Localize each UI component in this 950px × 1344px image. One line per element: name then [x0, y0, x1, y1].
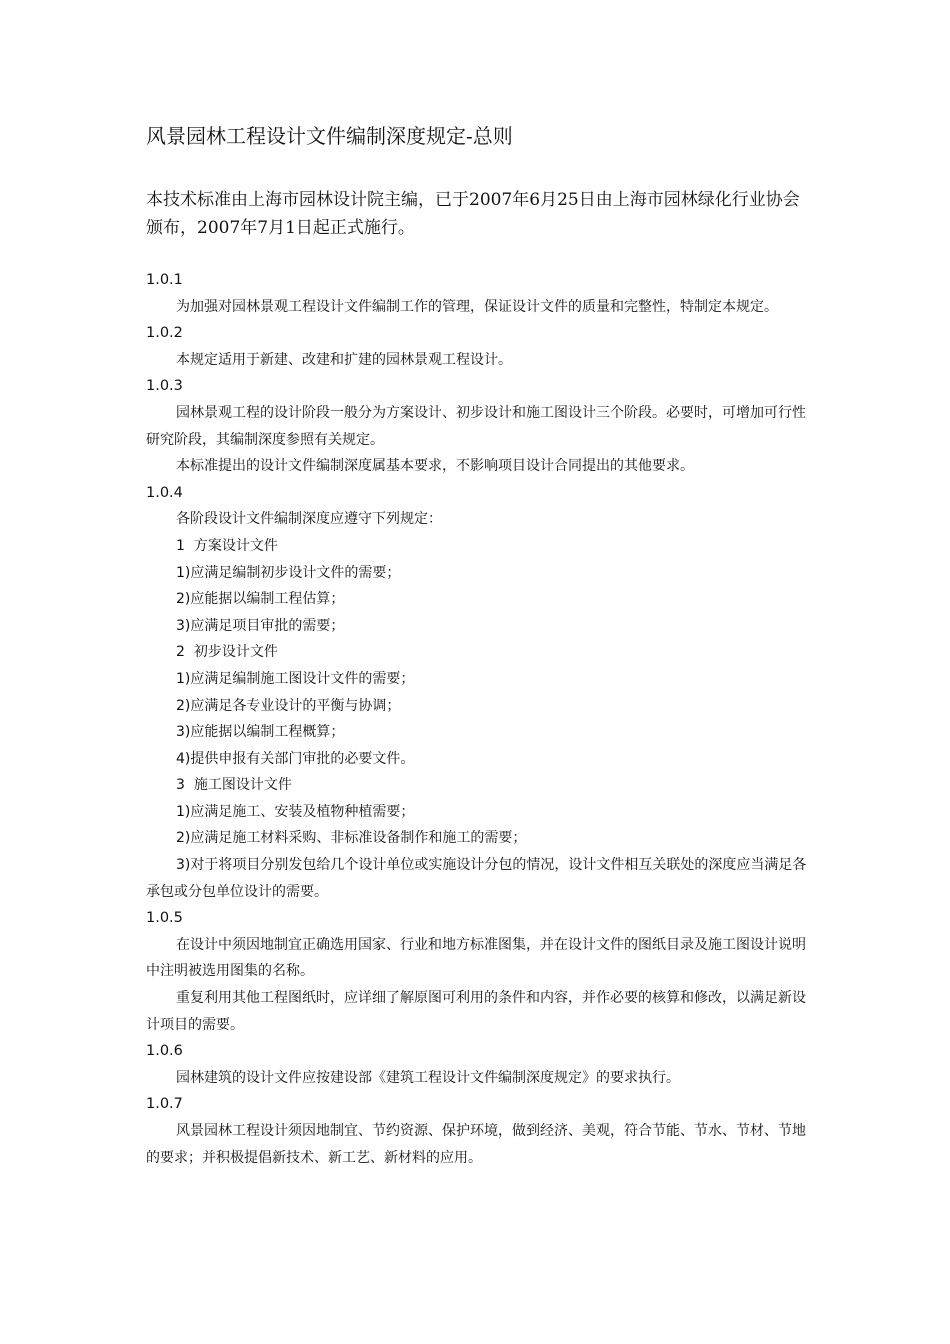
item-text: 应满足编制施工图设计文件的需要； — [190, 670, 415, 687]
section-number-1-0-5: 1.0.5 — [146, 910, 183, 927]
item-number: 2) — [176, 591, 191, 608]
section-number-1-0-7: 1.0.7 — [146, 1096, 183, 1113]
group-number: 1 — [176, 537, 185, 554]
section-number-1-0-4: 1.0.4 — [146, 484, 183, 501]
list-item — [176, 746, 816, 773]
item-text: 应满足编制初步设计文件的需要； — [190, 564, 401, 581]
section-1-0-4-intro: 各阶段设计文件编制深度应遵守下列规定： — [176, 511, 442, 528]
section-1-0-5-paragraph-1: 在设计中须因地制宜正确选用国家、行业和地方标准图集，并在设计文件的图纸目录及施工图设计说明中注明被选用图集的名称。 — [146, 936, 806, 980]
list-item — [176, 613, 816, 640]
list-item — [176, 719, 816, 746]
item-text: 应满足施工、安装及植物种植需要； — [190, 803, 415, 820]
section-1-0-2-paragraph: 本规定适用于新建、改建和扩建的园林景观工程设计。 — [176, 351, 512, 368]
item-text: 应能据以编制工程估算； — [190, 591, 345, 608]
item-text: 应满足施工材料采购、非标准设备制作和施工的需要； — [190, 830, 527, 847]
item-text: 应能据以编制工程概算； — [190, 724, 345, 741]
list-item — [176, 693, 816, 720]
document-title: 风景园林工程设计文件编制深度规定-总则 — [146, 124, 513, 148]
group-heading-3 — [176, 772, 816, 799]
group-heading-2 — [176, 639, 816, 666]
group-title: 初步设计文件 — [193, 644, 278, 661]
list-item — [176, 666, 816, 693]
section-1-0-6-paragraph: 园林建筑的设计文件应按建设部《建筑工程设计文件编制深度规定》的要求执行。 — [176, 1069, 680, 1086]
item-number: 2) — [176, 697, 191, 714]
list-item — [176, 799, 816, 826]
group-number: 2 — [176, 644, 185, 661]
list-item-wrapped — [146, 852, 816, 905]
item-text: 应满足各专业设计的平衡与协调； — [190, 697, 401, 714]
section-number-1-0-2: 1.0.2 — [146, 325, 183, 342]
item-number: 4) — [176, 750, 191, 767]
document-body — [146, 267, 816, 1171]
section-1-0-1-paragraph: 为加强对园林景观工程设计文件编制工作的管理，保证设计文件的质量和完整性，特制定本规定。 — [176, 298, 778, 315]
section-number-1-0-6: 1.0.6 — [146, 1043, 183, 1060]
section-1-0-7-paragraph: 风景园林工程设计须因地制宜、节约资源、保护环境，做到经济、美观，符合节能、节水、节材、节地的要求；并积极提倡新技术、新工艺、新材料的应用。 — [146, 1123, 806, 1166]
item-text: 应满足项目审批的需要； — [190, 617, 345, 634]
section-1-0-3-paragraph-2: 本标准提出的设计文件编制深度属基本要求，不影响项目设计合同提出的其他要求。 — [176, 458, 694, 475]
section-1-0-5-paragraph-2: 重复利用其他工程图纸时，应详细了解原图可利用的条件和内容，并作必要的核算和修改，以满足新设计项目的需要。 — [146, 990, 806, 1033]
item-number: 1) — [176, 670, 191, 687]
item-number: 3) — [176, 857, 191, 874]
group-title: 施工图设计文件 — [193, 777, 292, 794]
group-title: 方案设计文件 — [193, 537, 278, 554]
section-1-0-3-paragraph-1: 园林景观工程的设计阶段一般分为方案设计、初步设计和施工图设计三个阶段。必要时，可增加可行性研究阶段，其编制深度参照有关规定。 — [146, 404, 806, 448]
list-item — [176, 586, 816, 613]
item-text: 提供申报有关部门审批的必要文件。 — [190, 750, 415, 767]
item-text: 对于将项目分别发包给几个设计单位或实施设计分包的情况，设计文件相互关联处的深度应当满足各承包或分包单位设计的需要。 — [146, 857, 807, 900]
item-number: 1) — [176, 564, 191, 581]
list-item — [176, 560, 816, 587]
item-number: 3) — [176, 617, 191, 634]
section-number-1-0-1: 1.0.1 — [146, 272, 183, 288]
item-number: 2) — [176, 830, 191, 847]
item-number: 3) — [176, 724, 191, 741]
item-number: 1) — [176, 803, 191, 820]
list-item — [176, 825, 816, 852]
group-number: 3 — [176, 777, 185, 794]
section-number-1-0-3: 1.0.3 — [146, 378, 183, 395]
document-intro: 本技术标准由上海市园林设计院主编，已于2007年6月25日由上海市园林绿化行业协会颁布，2007年7月1日起正式施行。 — [146, 190, 800, 238]
group-heading-1 — [176, 533, 816, 560]
